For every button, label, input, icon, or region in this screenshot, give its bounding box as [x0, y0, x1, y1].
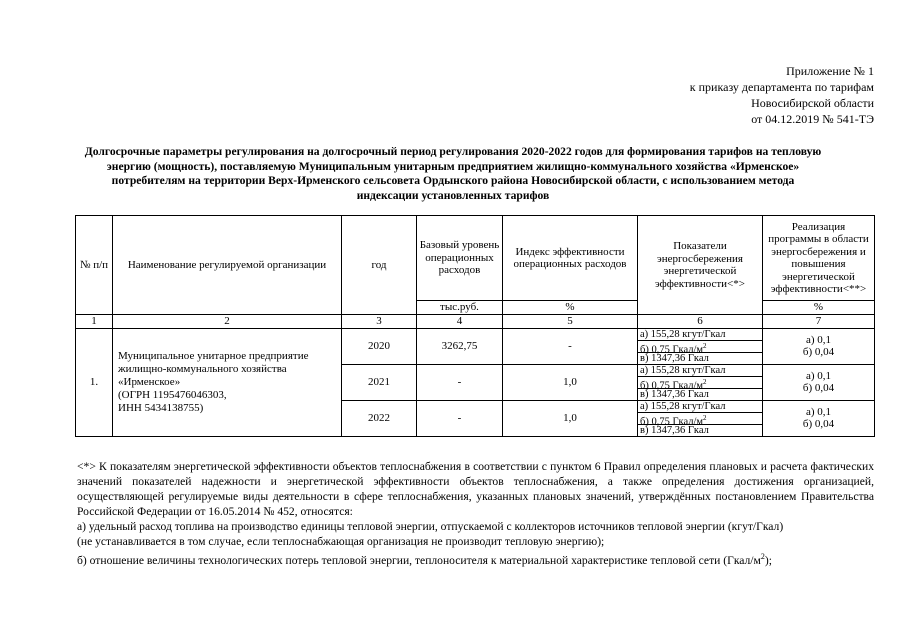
footnotes [77, 459, 874, 568]
footnote-item-a-note: (не устанавливается в том случае, если теплоснабжающая организация не производит тепловую энергию); [77, 535, 605, 548]
header-index: Индекс эффективности операционных расходов [503, 216, 638, 301]
program-a: а) 0,1 [805, 369, 832, 382]
appendix-line-3: Новосибирской области [751, 96, 874, 110]
footnote-item-b-text: б) отношение величины технологических потерь тепловой энергии, теплоносителя к материальной характеристике тепловой сети (Гкал/м [77, 553, 761, 567]
indicator-c: в) 1347,36 Гкал [640, 352, 709, 364]
appendix-header [554, 63, 874, 127]
index-cell: 1,0 [503, 364, 638, 400]
row-number: 1. [76, 328, 113, 436]
program-cell [763, 364, 875, 400]
superscript-two: 2 [703, 341, 707, 350]
header-org: Наименование регулируемой организации [113, 216, 342, 315]
appendix-line-2: к приказу департамента по тарифам [689, 80, 874, 94]
superscript-two: 2 [703, 413, 707, 422]
energy-indicators-cell [638, 364, 763, 400]
parameters-table [75, 215, 875, 437]
year-cell: 2022 [342, 400, 417, 436]
org-inn: ИНН 5434138755) [118, 401, 204, 414]
col-number: 5 [503, 315, 638, 329]
indicator-a: а) 155,28 кгут/Гкал [638, 365, 762, 377]
org-ogrn: (ОГРН 1195476046303, [118, 388, 227, 401]
program-cell [763, 400, 875, 436]
appendix-line-1: Приложение № 1 [786, 64, 874, 78]
indicator-c: в) 1347,36 Гкал [640, 424, 709, 436]
base-cell: - [417, 400, 503, 436]
appendix-line-4: от 04.12.2019 № 541-ТЭ [751, 112, 874, 126]
header-program: Реализация программы в области энергосбережения и повышения энергетической эффективности<**> [763, 216, 875, 301]
index-cell: - [503, 328, 638, 364]
document-title: Долгосрочные параметры регулирования на долгосрочный период регулирования 2020-2022 годов для формирования тарифов на тепловую энергию (мощность), поставляемую Муниципальным унитарным предприятием жилищно-коммунального хозяйства «Ирменское» потребителям на территории Верх-Ирменского сельсовета Ордынского района Новосибирской области, с использованием метода индексации установленных тарифов [84, 145, 822, 202]
program-cell [763, 328, 875, 364]
indicator-a: а) 155,28 кгут/Гкал [638, 401, 762, 413]
footnote-item-a: а) удельный расход топлива на производство единицы тепловой энергии, отпускаемой с коллекторов источников тепловой энергии (кгут/Гкал) [77, 520, 784, 533]
base-cell: - [417, 364, 503, 400]
col-number: 6 [638, 315, 763, 329]
org-name: Муниципальное унитарное предприятие жилищно-коммунального хозяйства «Ирменское» [118, 349, 309, 388]
index-cell: 1,0 [503, 400, 638, 436]
year-cell: 2020 [342, 328, 417, 364]
column-number-row [76, 315, 875, 329]
organization-cell [113, 328, 342, 436]
indicator-c: в) 1347,36 Гкал [640, 388, 709, 400]
program-b: б) 0,04 [802, 418, 835, 430]
unit-index: % [503, 301, 638, 315]
header-energy: Показатели энергосбережения энергетической эффективности<*> [638, 216, 763, 315]
header-year: год [342, 216, 417, 315]
superscript-two: 2 [703, 377, 707, 386]
footnote-item-b [77, 549, 874, 568]
indicator-a: а) 155,28 кгут/Гкал [638, 329, 762, 341]
header-num: № п/п [76, 216, 113, 315]
indicator-b-text: б) 0,75 Гкал/м [640, 380, 704, 391]
indicator-b-text: б) 0,75 Гкал/м [640, 344, 704, 355]
col-number: 7 [763, 315, 875, 329]
indicator-b [638, 377, 762, 389]
table-row [76, 328, 875, 364]
header-base: Базовый уровень операционных расходов [417, 216, 503, 301]
indicator-b [638, 413, 762, 425]
program-b: б) 0,04 [802, 382, 835, 394]
col-number: 2 [113, 315, 342, 329]
base-cell: 3262,75 [417, 328, 503, 364]
indicator-b-text: б) 0,75 Гкал/м [640, 416, 704, 427]
col-number: 1 [76, 315, 113, 329]
program-b: б) 0,04 [802, 346, 835, 358]
superscript-two: 2 [760, 552, 765, 561]
indicator-b [638, 341, 762, 353]
col-number: 3 [342, 315, 417, 329]
program-a: а) 0,1 [805, 405, 832, 418]
footnote-item-b-end: ); [764, 553, 772, 567]
program-a: а) 0,1 [805, 333, 832, 346]
unit-base: тыс.руб. [417, 301, 503, 315]
energy-indicators-cell [638, 400, 763, 436]
footnote-paragraph-1: <*> К показателям энергетической эффективности объектов теплоснабжения в соответствии с пунктом 6 Правил определения плановых и расчета фактических значений показателей надежности и энергетической эффективности объектов теплоснабжения, а также определения достижения организацией, осуществляющей регулируемые виды деятельности в сфере теплоснабжения, указанных плановых значений, утверждённых постановлением Правительства Российской Федерации от 16.05.2014 № 452, относятся: [77, 460, 874, 518]
year-cell: 2021 [342, 364, 417, 400]
col-number: 4 [417, 315, 503, 329]
unit-program: % [763, 301, 875, 315]
energy-indicators-cell [638, 328, 763, 364]
table-header-row [76, 216, 875, 301]
